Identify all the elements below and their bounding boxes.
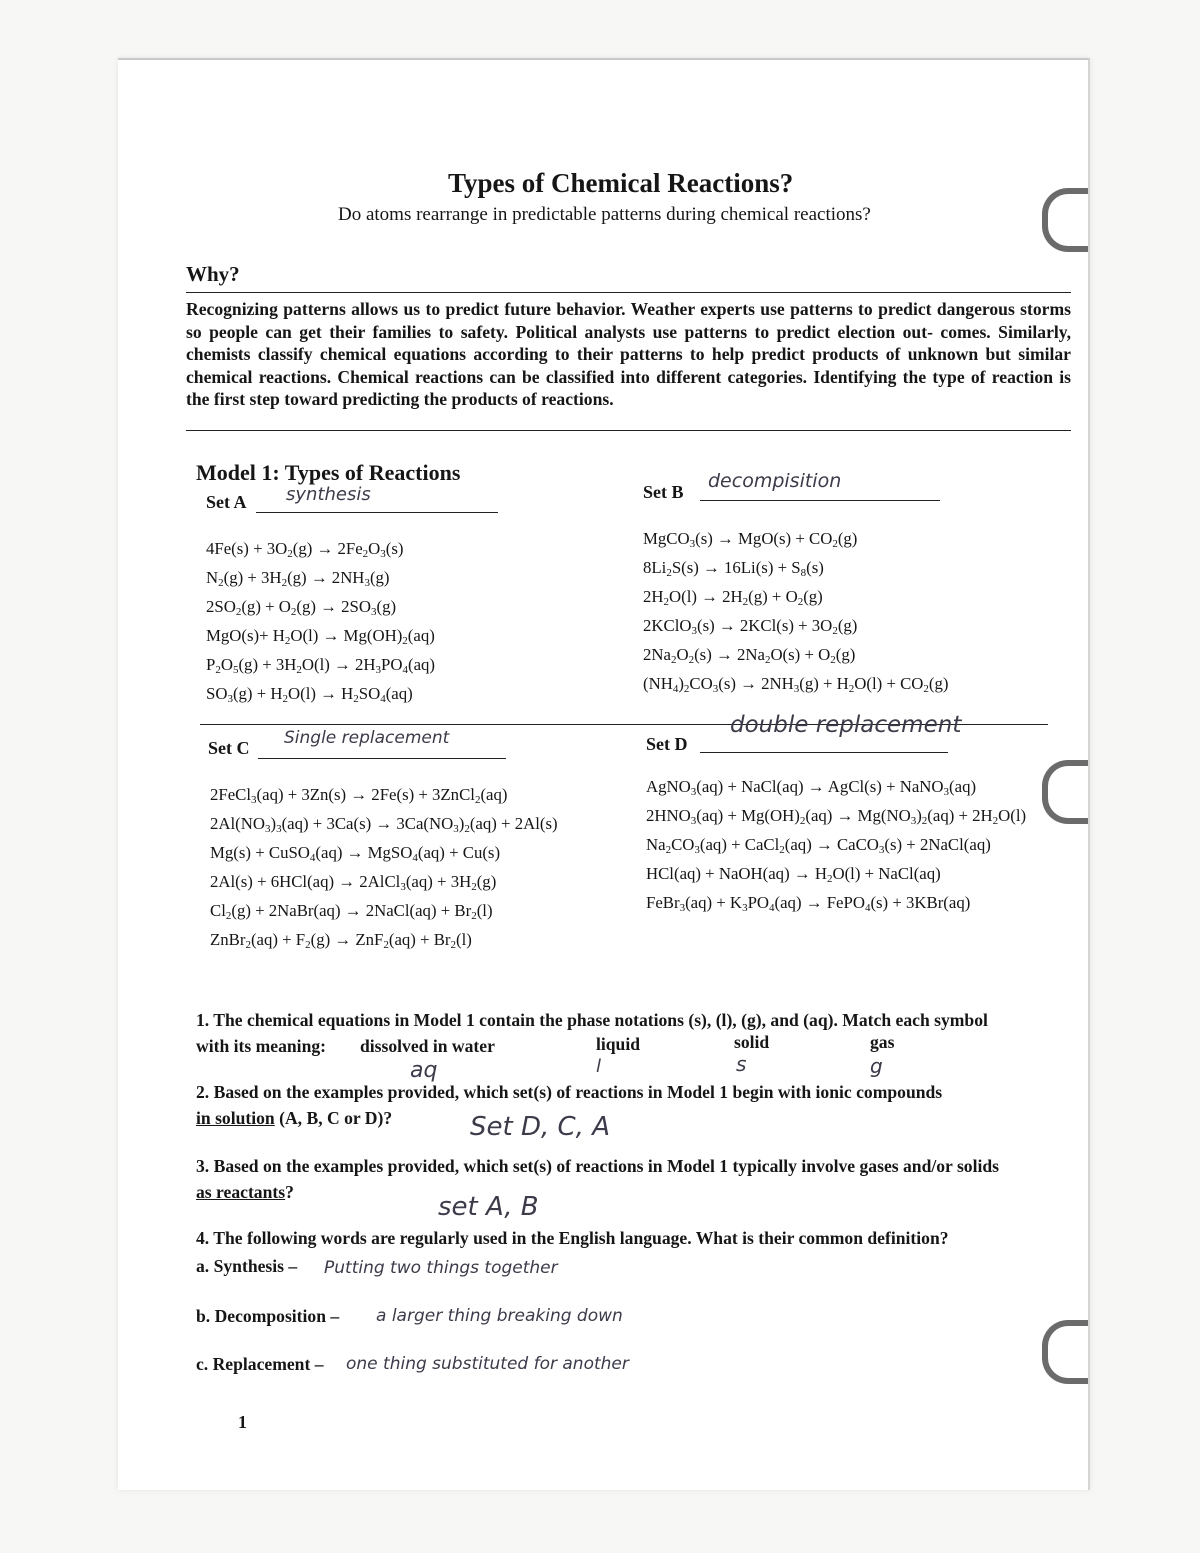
set-c-equations (210, 780, 558, 954)
question-3-line1: 3. Based on the examples provided, which set(s) of reactions in Model 1 typically involve gases and/or solids (196, 1156, 999, 1176)
set-c-equation: 2Al(s) + 6HCl(aq) → 2AlCl$_3$(aq) + $3H_2(g)$ (210, 872, 497, 893)
question-4b-label: b. Decomposition – (196, 1306, 340, 1326)
question-3-answer: set A, B (438, 1192, 539, 1222)
question-3-rest: ? (285, 1182, 294, 1202)
question-2-line1: 2. Based on the examples provided, which set(s) of reactions in Model 1 begin with ionic compounds (196, 1082, 943, 1102)
question-2-rest: (A, B, C or D)? (274, 1108, 393, 1128)
set-a-equation: $MgO(s)+ H_2O(l) \to Mg(OH)_2(aq)$ (206, 626, 435, 647)
set-d-equations (646, 772, 1026, 917)
set-d-equation: AgNO$_3$(aq) + NaCl(aq) → AgCl(s) + NaNO$_3$(aq) (646, 777, 977, 798)
set-c-equation: ZnBr$_2$(aq) + $F_2(g) \to ZnF_2(aq) + Br_2(l)$ (210, 930, 472, 951)
question-4c-answer: one thing substituted for another (346, 1354, 629, 1374)
phase-option-dissolved: dissolved in water (360, 1036, 495, 1056)
set-b-equations (643, 524, 949, 698)
set-a-equation: $4Fe(s) + 3O_2(g) \to 2Fe_2O_3(s)$ (206, 539, 404, 560)
question-3-line2 (196, 1182, 294, 1203)
phase-answer-aq: aq (410, 1058, 438, 1083)
set-c-label: Set C (208, 738, 250, 758)
set-a-equation: $N_2(g) + 3H_2(g) \to 2NH_3(g)$ (206, 568, 390, 589)
set-a-equation: $SO_3(g) + H_2O(l) \to H_2SO_4(aq)$ (206, 684, 413, 705)
question-2-line2 (196, 1108, 392, 1129)
set-b-equation: $8Li_2S(s) \to 16Li(s) + S_8(s)$ (643, 558, 824, 579)
set-d-equation: HCl(aq) + NaOH(aq) → $H_2O(l)$ + NaCl(aq) (646, 864, 941, 885)
set-d-equation: $2HNO_3(aq) + Mg(OH)_2(aq) \to Mg(NO_3)_2(aq) + 2H_2O(l)$ (646, 806, 1027, 827)
phase-answer-g: g (870, 1054, 883, 1078)
model-title: Model 1: Types of Reactions (196, 460, 461, 485)
binder-ring-icon (1042, 188, 1088, 252)
phase-answer-s: s (736, 1052, 747, 1076)
worksheet-title: Types of Chemical Reactions? (448, 168, 794, 198)
set-c-blank[interactable] (258, 758, 506, 759)
why-top-rule (186, 292, 1071, 293)
set-d-blank[interactable] (700, 752, 948, 753)
set-b-equation: $2Na_2O_2(s) \to 2Na_2O(s) + O_2(g)$ (643, 645, 856, 666)
set-a-label: Set A (206, 492, 247, 512)
phase-option-gas: gas (870, 1032, 895, 1052)
page-number: 1 (238, 1412, 247, 1432)
set-d-label: Set D (646, 734, 688, 754)
binder-ring-icon (1042, 760, 1088, 824)
set-c-equation: $2Al(NO_3)_3(aq) + 3Ca(s) \to 3Ca(NO_3)_2(aq) + 2Al(s)$ (210, 814, 558, 835)
binder-ring-icon (1042, 1320, 1088, 1384)
set-b-equation: $2H_2O(l) \to 2H_2(g) + O_2(g)$ (643, 587, 823, 608)
set-c-equation: 2FeCl$_3$(aq) + 3Zn(s) → 2Fe(s) + 3ZnCl$_2$(aq) (210, 785, 508, 806)
set-b-label: Set B (643, 482, 684, 502)
set-d-equation: FeBr$_3$(aq) + $K_3PO_4(aq)$ → FePO$_4$(s) + 3KBr(aq) (646, 893, 971, 914)
question-2-underlined: in solution (196, 1108, 275, 1128)
set-a-equation: $P_2O_5(g) + 3H_2O(l) \to 2H_3PO_4(aq)$ (206, 655, 436, 676)
why-heading: Why? (186, 262, 240, 286)
question-4b-answer: a larger thing breaking down (376, 1306, 623, 1326)
set-b-answer: decompisition (708, 470, 842, 492)
set-a-answer: synthesis (286, 484, 371, 505)
question-1-line2: with its meaning: (196, 1036, 327, 1056)
set-b-blank[interactable] (700, 500, 940, 501)
question-4-line1: 4. The following words are regularly used in the English language. What is their common definition? (196, 1228, 949, 1248)
set-b-equation: $(NH_4)_2CO_3(s) \to 2NH_3(g) + H_2O(l) + CO_2(g)$ (643, 674, 949, 695)
set-c-equation: Mg(s) + CuSO$_4$(aq) → MgSO$_4$(aq) + Cu(s) (210, 843, 501, 864)
question-4c-label: c. Replacement – (196, 1354, 324, 1374)
set-a-equation: $2SO_2(g) + O_2(g) \to 2SO_3(g)$ (206, 597, 397, 618)
set-b-equation: MgCO$_3$(s) → $MgO(s) + CO_2(g)$ (643, 529, 858, 550)
question-4a-label: a. Synthesis – (196, 1256, 298, 1276)
question-1-line1: 1. The chemical equations in Model 1 contain the phase notations (s), (l), (g), and (aq). Match each symbol (196, 1010, 988, 1030)
why-bottom-rule (186, 430, 1071, 431)
question-3-underlined: as reactants (196, 1182, 286, 1202)
set-d-equation: $Na_2CO_3(aq)$ + CaCl$_2$(aq) → CaCO$_3$(s) + 2NaCl(aq) (646, 835, 991, 856)
set-c-answer: Single replacement (284, 728, 450, 748)
why-paragraph: Recognizing patterns allows us to predict future behavior. Weather experts use patterns to predict dangerous storms so people can get their families to safety. Political analysts use patterns to predict election out- comes. Similarly, chemists classify chemical equations according to their patterns to help predict products of unknown but similar chemical reactions. Chemical reactions can be classified into different categories. Identifying the type of reaction is the first step toward predicting the products of reactions. (186, 299, 1071, 409)
set-a-blank[interactable] (256, 512, 498, 513)
set-c-equation: $Cl_2(g)$ + 2NaBr(aq) → 2NaCl(aq) + $Br_2(l)$ (210, 901, 493, 922)
phase-option-solid: solid (734, 1032, 770, 1052)
worksheet-page (118, 58, 1090, 1490)
question-2-answer: Set D, C, A (470, 1112, 610, 1142)
set-d-answer: double replacement (730, 712, 962, 738)
phase-option-liquid: liquid (596, 1034, 641, 1054)
phase-answer-l: l (596, 1056, 602, 1077)
worksheet-subtitle: Do atoms rearrange in predictable patterns during chemical reactions? (338, 204, 871, 225)
question-4a-answer: Putting two things together (324, 1258, 558, 1278)
set-b-equation: 2KClO$_3$(s) → $2KCl(s) + 3O_2(g)$ (643, 616, 858, 637)
set-a-equations (206, 534, 435, 708)
